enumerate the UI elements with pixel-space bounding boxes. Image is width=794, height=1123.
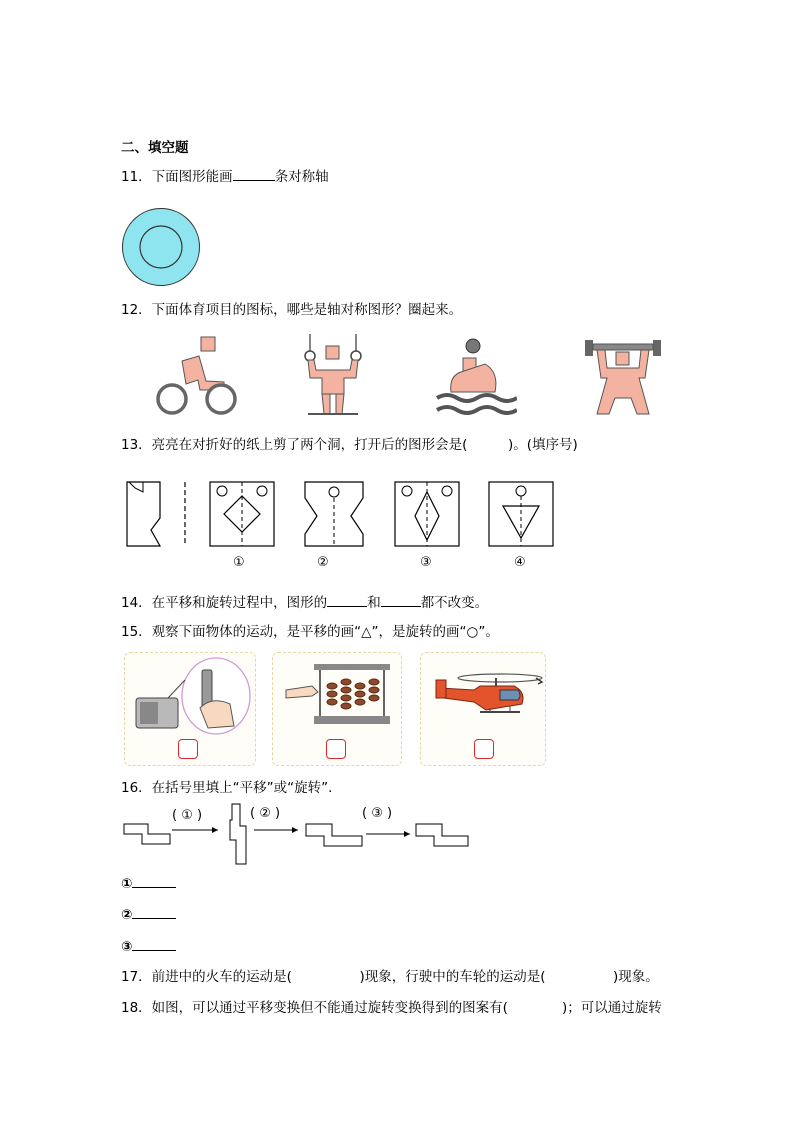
- q16-answer-1: ①: [121, 873, 176, 893]
- q14-blank-2[interactable]: [381, 592, 421, 607]
- water-polo-icon: [435, 336, 517, 416]
- q16-answer-2-blank[interactable]: [132, 904, 176, 919]
- gymnastics-rings-icon: [298, 332, 370, 418]
- question-16: 16．在括号里填上“平移”或“旋转”.: [121, 780, 333, 796]
- q14-text-3: 都不改变。: [420, 595, 489, 611]
- q16-answer-3-blank[interactable]: [132, 936, 176, 951]
- q13-figures: [125, 478, 565, 550]
- q11-circle-figure: [120, 206, 202, 288]
- option-1-figure: [210, 482, 274, 546]
- option-1-label[interactable]: ①: [233, 555, 245, 570]
- option-3-label[interactable]: ③: [420, 555, 432, 570]
- answer-box-helicopter[interactable]: [474, 739, 494, 759]
- option-3-figure: [395, 482, 459, 546]
- cycling-icon: [154, 334, 244, 416]
- inner-circle: [140, 226, 182, 268]
- question-14: [121, 592, 488, 612]
- weightlifting-icon: [583, 334, 663, 418]
- q16-answer-3: ③: [121, 936, 176, 956]
- helicopter-figure: [430, 664, 546, 726]
- q16-arrow-label-2[interactable]: ( ② ): [250, 806, 281, 821]
- question-13: 13．亮亮在对折好的纸上剪了两个洞，打开后的图形会是( )。(填序号): [121, 437, 578, 453]
- q14-text-2: 和: [367, 595, 381, 611]
- section-title: 二、填空题: [121, 140, 189, 156]
- q16-answer-1-blank[interactable]: [132, 873, 176, 888]
- folded-paper-figure: [127, 482, 185, 546]
- radio-figure: [130, 656, 252, 738]
- q14-blank-1[interactable]: [327, 592, 367, 607]
- option-2-figure: [305, 482, 363, 546]
- answer-box-abacus[interactable]: [326, 739, 346, 759]
- question-15: 15．观察下面物体的运动，是平移的画“△”，是旋转的画“○”。: [121, 624, 499, 640]
- q11-text-after: 条对称轴: [274, 169, 329, 185]
- q14-text-1: 14．在平移和旋转过程中，图形的: [121, 595, 328, 611]
- question-11: [121, 166, 329, 186]
- question-18: 18．如图，可以通过平移变换但不能通过旋转变换得到的图案有( )；可以通过旋转: [121, 1000, 662, 1016]
- q11-text-before: 11．下面图形能画: [121, 169, 233, 185]
- question-17: 17．前进中的火车的运动是( )现象，行驶中的车轮的运动是( )现象。: [121, 969, 659, 985]
- q16-answer-2: ②: [121, 904, 176, 924]
- answer-box-radio[interactable]: [178, 739, 198, 759]
- q11-blank[interactable]: [233, 166, 275, 181]
- abacus-figure: [284, 660, 394, 730]
- option-4-label[interactable]: ④: [514, 555, 526, 570]
- question-12: 12．下面体育项目的图标，哪些是轴对称图形？圈起来。: [121, 302, 463, 318]
- option-4-figure: [489, 482, 553, 546]
- q16-arrow-label-1[interactable]: ( ① ): [172, 808, 203, 823]
- option-2-label[interactable]: ②: [317, 555, 329, 570]
- q16-arrow-label-3[interactable]: ( ③ ): [362, 806, 393, 821]
